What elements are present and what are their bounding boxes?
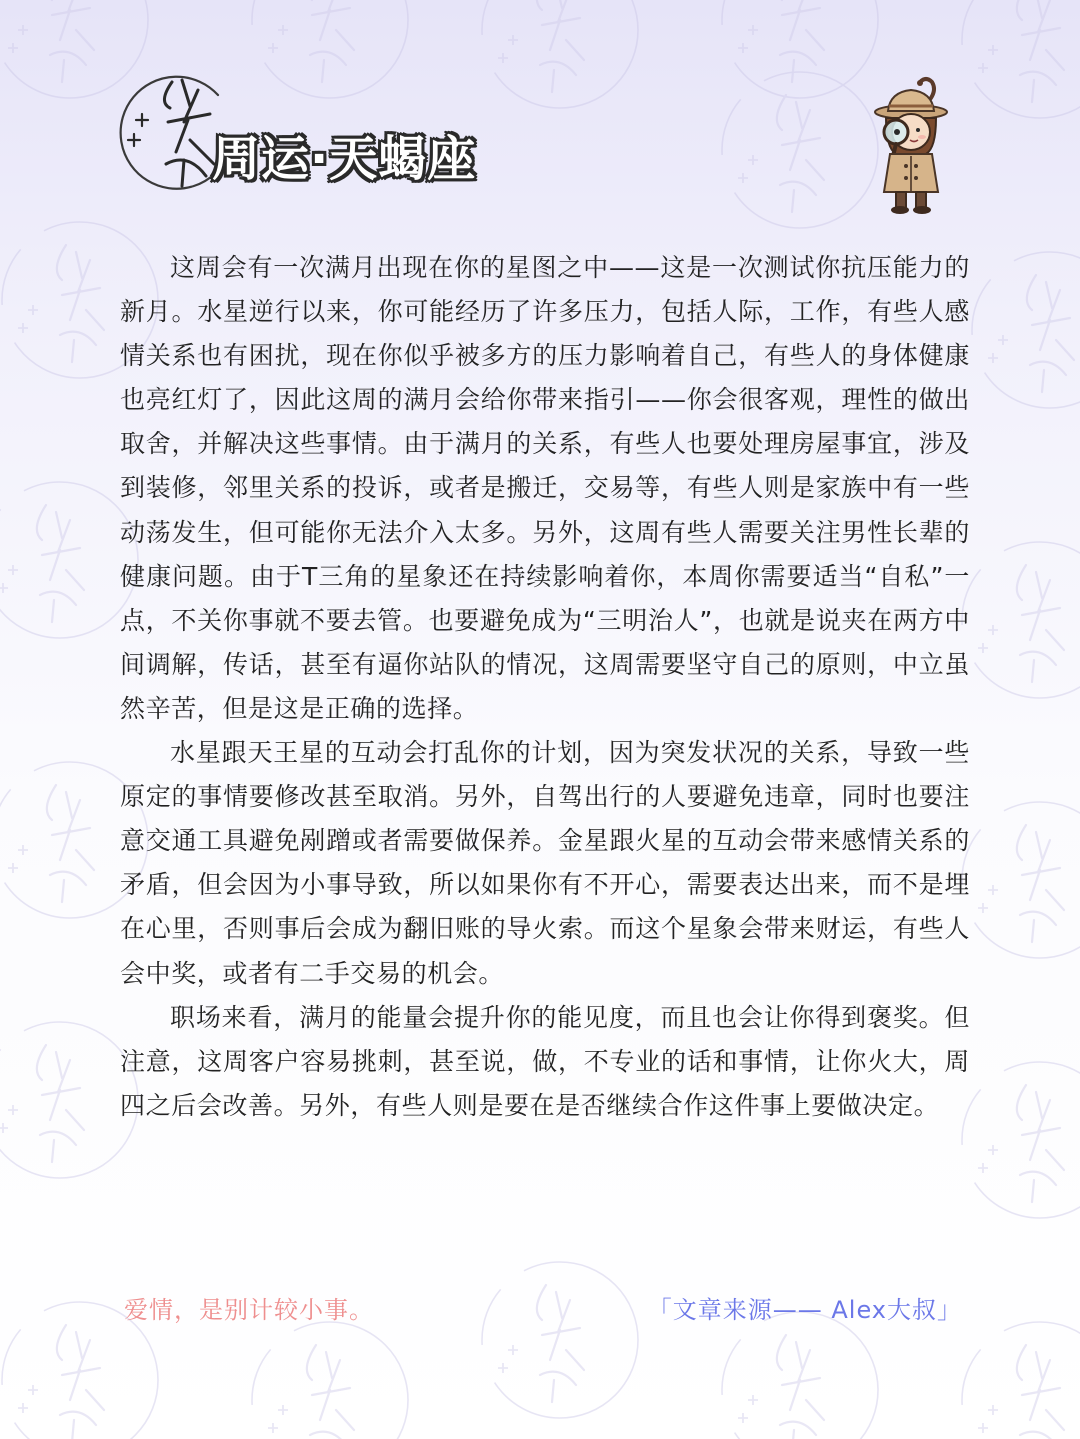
article-body (120, 246, 970, 1128)
footer-source: 「文章来源—— Alex大叔」 (647, 1296, 962, 1324)
page-title: 周运·天蝎座 (212, 131, 477, 187)
paragraph: 水星跟天王星的互动会打乱你的计划，因为突发状况的关系，导致一些原定的事情要修改甚至取消。另外，自驾出行的人要避免违章，同时也要注意交通工具避免剐蹭或者需要做保养。金星跟火星的互动会带来感情关系的矛盾，但会因为小事导致，所以如果你有不开心，需要表达出来，而不是埋在心里，否则事后会成为翻旧账的导火索。而这个星象会带来财运，有些人会中奖，或者有二手交易的机会。 (120, 738, 970, 988)
header (0, 0, 1080, 220)
detective-mascot-icon (866, 74, 956, 216)
paragraph: 这周会有一次满月出现在你的星图之中——这是一次测试你抗压能力的新月。水星逆行以来，你可能经历了许多压力，包括人际，工作，有些人感情关系也有困扰，现在你似乎被多方的压力影响着自己，有些人的身体健康也亮红灯了，因此这周的满月会给你带来指引——你会很客观，理性的做出取舍，并解决这些事情。由于满月的关系，有些人也要处理房屋事宜，涉及到装修，邻里关系的投诉，或者是搬迁，交易等，有些人则是家族中有一些动荡发生，但可能你无法介入太多。另外，这周有些人需要关注男性长辈的健康问题。由于T三角的星象还在持续影响着你，本周你需要适当“自私”一点，不关你事就不要去管。也要避免成为“三明治人”，也就是说夹在两方中间调解，传话，甚至有逼你站队的情况，这周需要坚守自己的原则，中立虽然辛苦，但是这是正确的选择。 (120, 253, 970, 723)
footer-slogan: 爱情，是别计较小事。 (124, 1296, 374, 1324)
paragraph: 职场来看，满月的能量会提升你的能见度，而且也会让你得到褒奖。但注意，这周客户容易挑刺，甚至说，做，不专业的话和事情，让你火大，周四之后会改善。另外，有些人则是要在是否继续合作这件事上要做决定。 (120, 1002, 970, 1120)
